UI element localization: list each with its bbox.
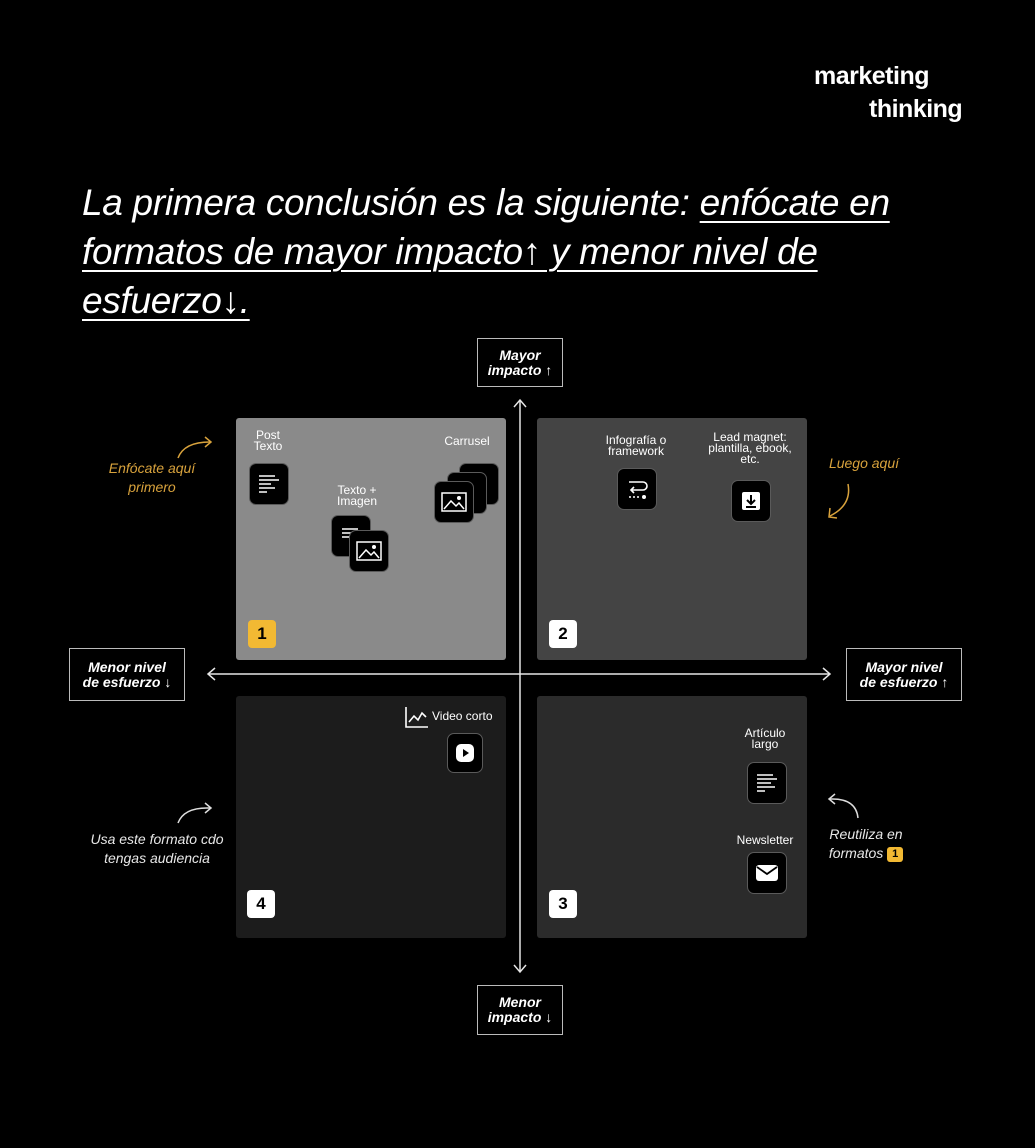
- quadrant-3-number: 3: [549, 890, 577, 918]
- mail-icon: [747, 852, 787, 894]
- lead-magnet-label-line1: Lead magnet:: [713, 430, 787, 444]
- carousel-icon: [434, 481, 474, 523]
- axis-bottom-line1: Menor: [498, 994, 541, 1010]
- axis-label-bottom: [477, 985, 563, 1035]
- quadrant-1: [236, 418, 506, 660]
- image-icon: [349, 530, 389, 572]
- post-texto-label: [250, 430, 286, 452]
- quadrant-2-number: 2: [549, 620, 577, 648]
- curved-arrow-down-icon: [824, 481, 854, 521]
- axis-right-line2: de esfuerzo ↑: [859, 673, 949, 690]
- headline-part-2: enfócate en formatos de mayor impacto↑ y menor nivel de esfuerzo↓.: [82, 182, 890, 321]
- brand-line-2: thinking: [869, 95, 963, 123]
- note-quadrant-1: [96, 459, 208, 497]
- quadrant-2: [537, 418, 807, 660]
- axis-top-line2: impacto ↑: [487, 361, 553, 378]
- axis-label-left: [69, 648, 185, 701]
- curved-arrow-right-icon: [174, 801, 218, 827]
- note-quadrant-2: Luego aquí: [828, 455, 900, 471]
- axis-right-line1: Mayor nivel: [865, 658, 943, 675]
- note-quadrant-3: [818, 825, 914, 863]
- note-q4-line2: tengas audiencia: [104, 850, 210, 866]
- axis-label-right: [846, 648, 962, 701]
- quadrant-1-reference-badge: 1: [887, 847, 903, 862]
- texto-imagen-label: [331, 485, 383, 507]
- axis-bottom-line2: impacto ↓: [487, 1009, 553, 1025]
- axis-left-line1: Menor nivel: [88, 658, 166, 675]
- note-quadrant-4: [84, 830, 230, 868]
- infografia-label-line2: framework: [607, 444, 664, 458]
- quadrant-1-number: 1: [248, 620, 276, 648]
- axis-label-top: [477, 338, 563, 387]
- note-q3-line2: formatos: [828, 845, 884, 861]
- note-q4-line1: Usa este formato cdo: [90, 831, 224, 847]
- curved-arrow-left-icon: [824, 792, 864, 822]
- post-texto-label-line1: Post: [255, 428, 280, 442]
- lead-magnet-label: [697, 432, 803, 465]
- infografia-label-line1: Infografía o: [605, 433, 667, 447]
- infografia-label: [595, 435, 677, 457]
- headline-part-1: La primera conclusión es la siguiente:: [82, 182, 700, 223]
- chart-line-icon: [404, 705, 430, 729]
- articulo-label: [735, 728, 795, 750]
- post-texto-label-line2: Texto: [253, 439, 283, 453]
- note-q3-line1: Reutiliza en: [829, 826, 903, 842]
- framework-icon: [617, 468, 657, 510]
- note-q1-line2: primero: [128, 479, 176, 495]
- lead-magnet-label-line3: etc.: [740, 452, 760, 466]
- quadrant-3: [537, 696, 807, 938]
- articulo-label-line2: largo: [751, 737, 779, 751]
- document-icon: [249, 463, 289, 505]
- axis-top-line1: Mayor: [499, 346, 541, 363]
- newsletter-label: Newsletter: [736, 833, 794, 847]
- play-icon: [447, 733, 483, 773]
- download-icon: [731, 480, 771, 522]
- quadrant-4-number: 4: [247, 890, 275, 918]
- texto-imagen-label-line2: Imagen: [336, 494, 378, 508]
- quadrant-4: [236, 696, 506, 938]
- articulo-label-line1: Artículo: [744, 726, 786, 740]
- note-q1-line1: Enfócate aquí: [108, 460, 196, 476]
- lead-magnet-label-line2: plantilla, ebook,: [708, 441, 792, 455]
- texto-imagen-label-line1: Texto +: [337, 483, 377, 497]
- carrusel-label: Carrusel: [444, 434, 490, 448]
- axis-left-line2: de esfuerzo ↓: [82, 673, 172, 690]
- article-icon: [747, 762, 787, 804]
- brand-line-1: marketing: [814, 62, 929, 90]
- video-corto-label: Video corto: [432, 709, 493, 723]
- curved-arrow-icon: [174, 434, 218, 462]
